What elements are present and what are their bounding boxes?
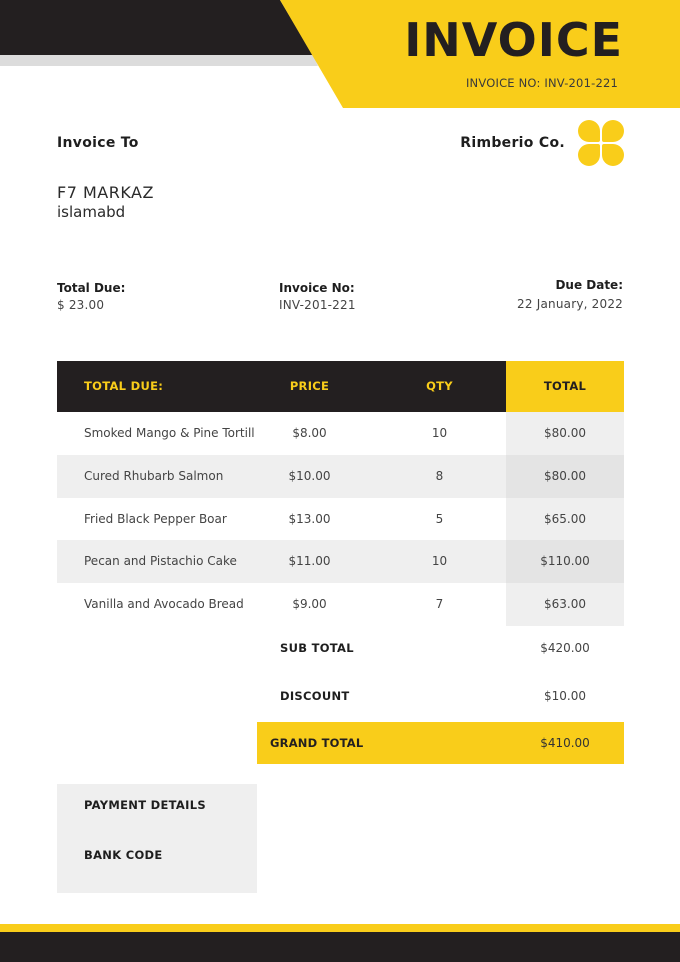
address-line-1: F7 MARKAZ xyxy=(57,183,154,202)
footer-dark-band xyxy=(0,932,680,962)
grand-total-label: GRAND TOTAL xyxy=(270,736,364,750)
row-qty: 5 xyxy=(435,512,444,526)
table-row xyxy=(57,498,624,541)
table-row xyxy=(57,583,624,626)
row-total: $65.00 xyxy=(544,512,586,526)
header-qty: QTY xyxy=(426,379,453,393)
subtotal-label: SUB TOTAL xyxy=(280,641,354,655)
address-line-2: islamabd xyxy=(57,203,126,221)
total-due-value: $ 23.00 xyxy=(57,298,105,312)
header-description: TOTAL DUE: xyxy=(84,379,164,393)
payment-details-box xyxy=(57,784,257,893)
row-description: Smoked Mango & Pine Tortill xyxy=(84,426,255,440)
due-date-label: Due Date: xyxy=(555,278,623,292)
header-invoice-number: INVOICE NO: INV-201-221 xyxy=(465,76,618,90)
row-total: $80.00 xyxy=(544,426,586,440)
invoice-title: INVOICE xyxy=(404,13,623,67)
total-due-label: Total Due: xyxy=(57,281,126,295)
footer-yellow-stripe xyxy=(0,924,680,932)
header-dark-band xyxy=(0,0,330,55)
discount-value: $10.00 xyxy=(544,689,586,703)
subtotal-value: $420.00 xyxy=(540,641,590,655)
row-price: $9.00 xyxy=(292,597,327,611)
discount-label: DISCOUNT xyxy=(280,689,350,703)
row-price: $10.00 xyxy=(288,469,331,483)
row-total: $80.00 xyxy=(544,469,586,483)
row-price: $8.00 xyxy=(292,426,327,440)
header-gray-strip xyxy=(0,55,318,66)
row-qty: 8 xyxy=(435,469,444,483)
row-qty: 7 xyxy=(435,597,444,611)
row-qty: 10 xyxy=(431,426,448,440)
grand-total-value: $410.00 xyxy=(540,736,590,750)
invoice-no-label: Invoice No: xyxy=(279,281,355,295)
payment-details-label: PAYMENT DETAILS xyxy=(84,798,206,812)
row-price: $11.00 xyxy=(288,554,331,568)
invoice-to-label: Invoice To xyxy=(57,135,139,151)
due-date-value: 22 January, 2022 xyxy=(517,297,623,311)
row-price: $13.00 xyxy=(288,512,331,526)
row-description: Cured Rhubarb Salmon xyxy=(84,469,224,483)
row-description: Fried Black Pepper Boar xyxy=(84,512,227,526)
header-price: PRICE xyxy=(289,379,330,393)
row-qty: 10 xyxy=(431,554,448,568)
bank-code-label: BANK CODE xyxy=(84,848,163,862)
row-description: Pecan and Pistachio Cake xyxy=(84,554,237,568)
invoice-no-value: INV-201-221 xyxy=(279,298,356,312)
table-row xyxy=(57,540,624,583)
clover-logo-icon xyxy=(578,120,624,166)
row-total: $110.00 xyxy=(540,554,590,568)
table-row xyxy=(57,412,624,455)
row-description: Vanilla and Avocado Bread xyxy=(84,597,244,611)
grand-total-bar xyxy=(257,722,624,764)
company-name: Rimberio Co. xyxy=(460,135,565,151)
header-total: TOTAL xyxy=(543,379,587,393)
table-row xyxy=(57,455,624,498)
row-total: $63.00 xyxy=(544,597,586,611)
